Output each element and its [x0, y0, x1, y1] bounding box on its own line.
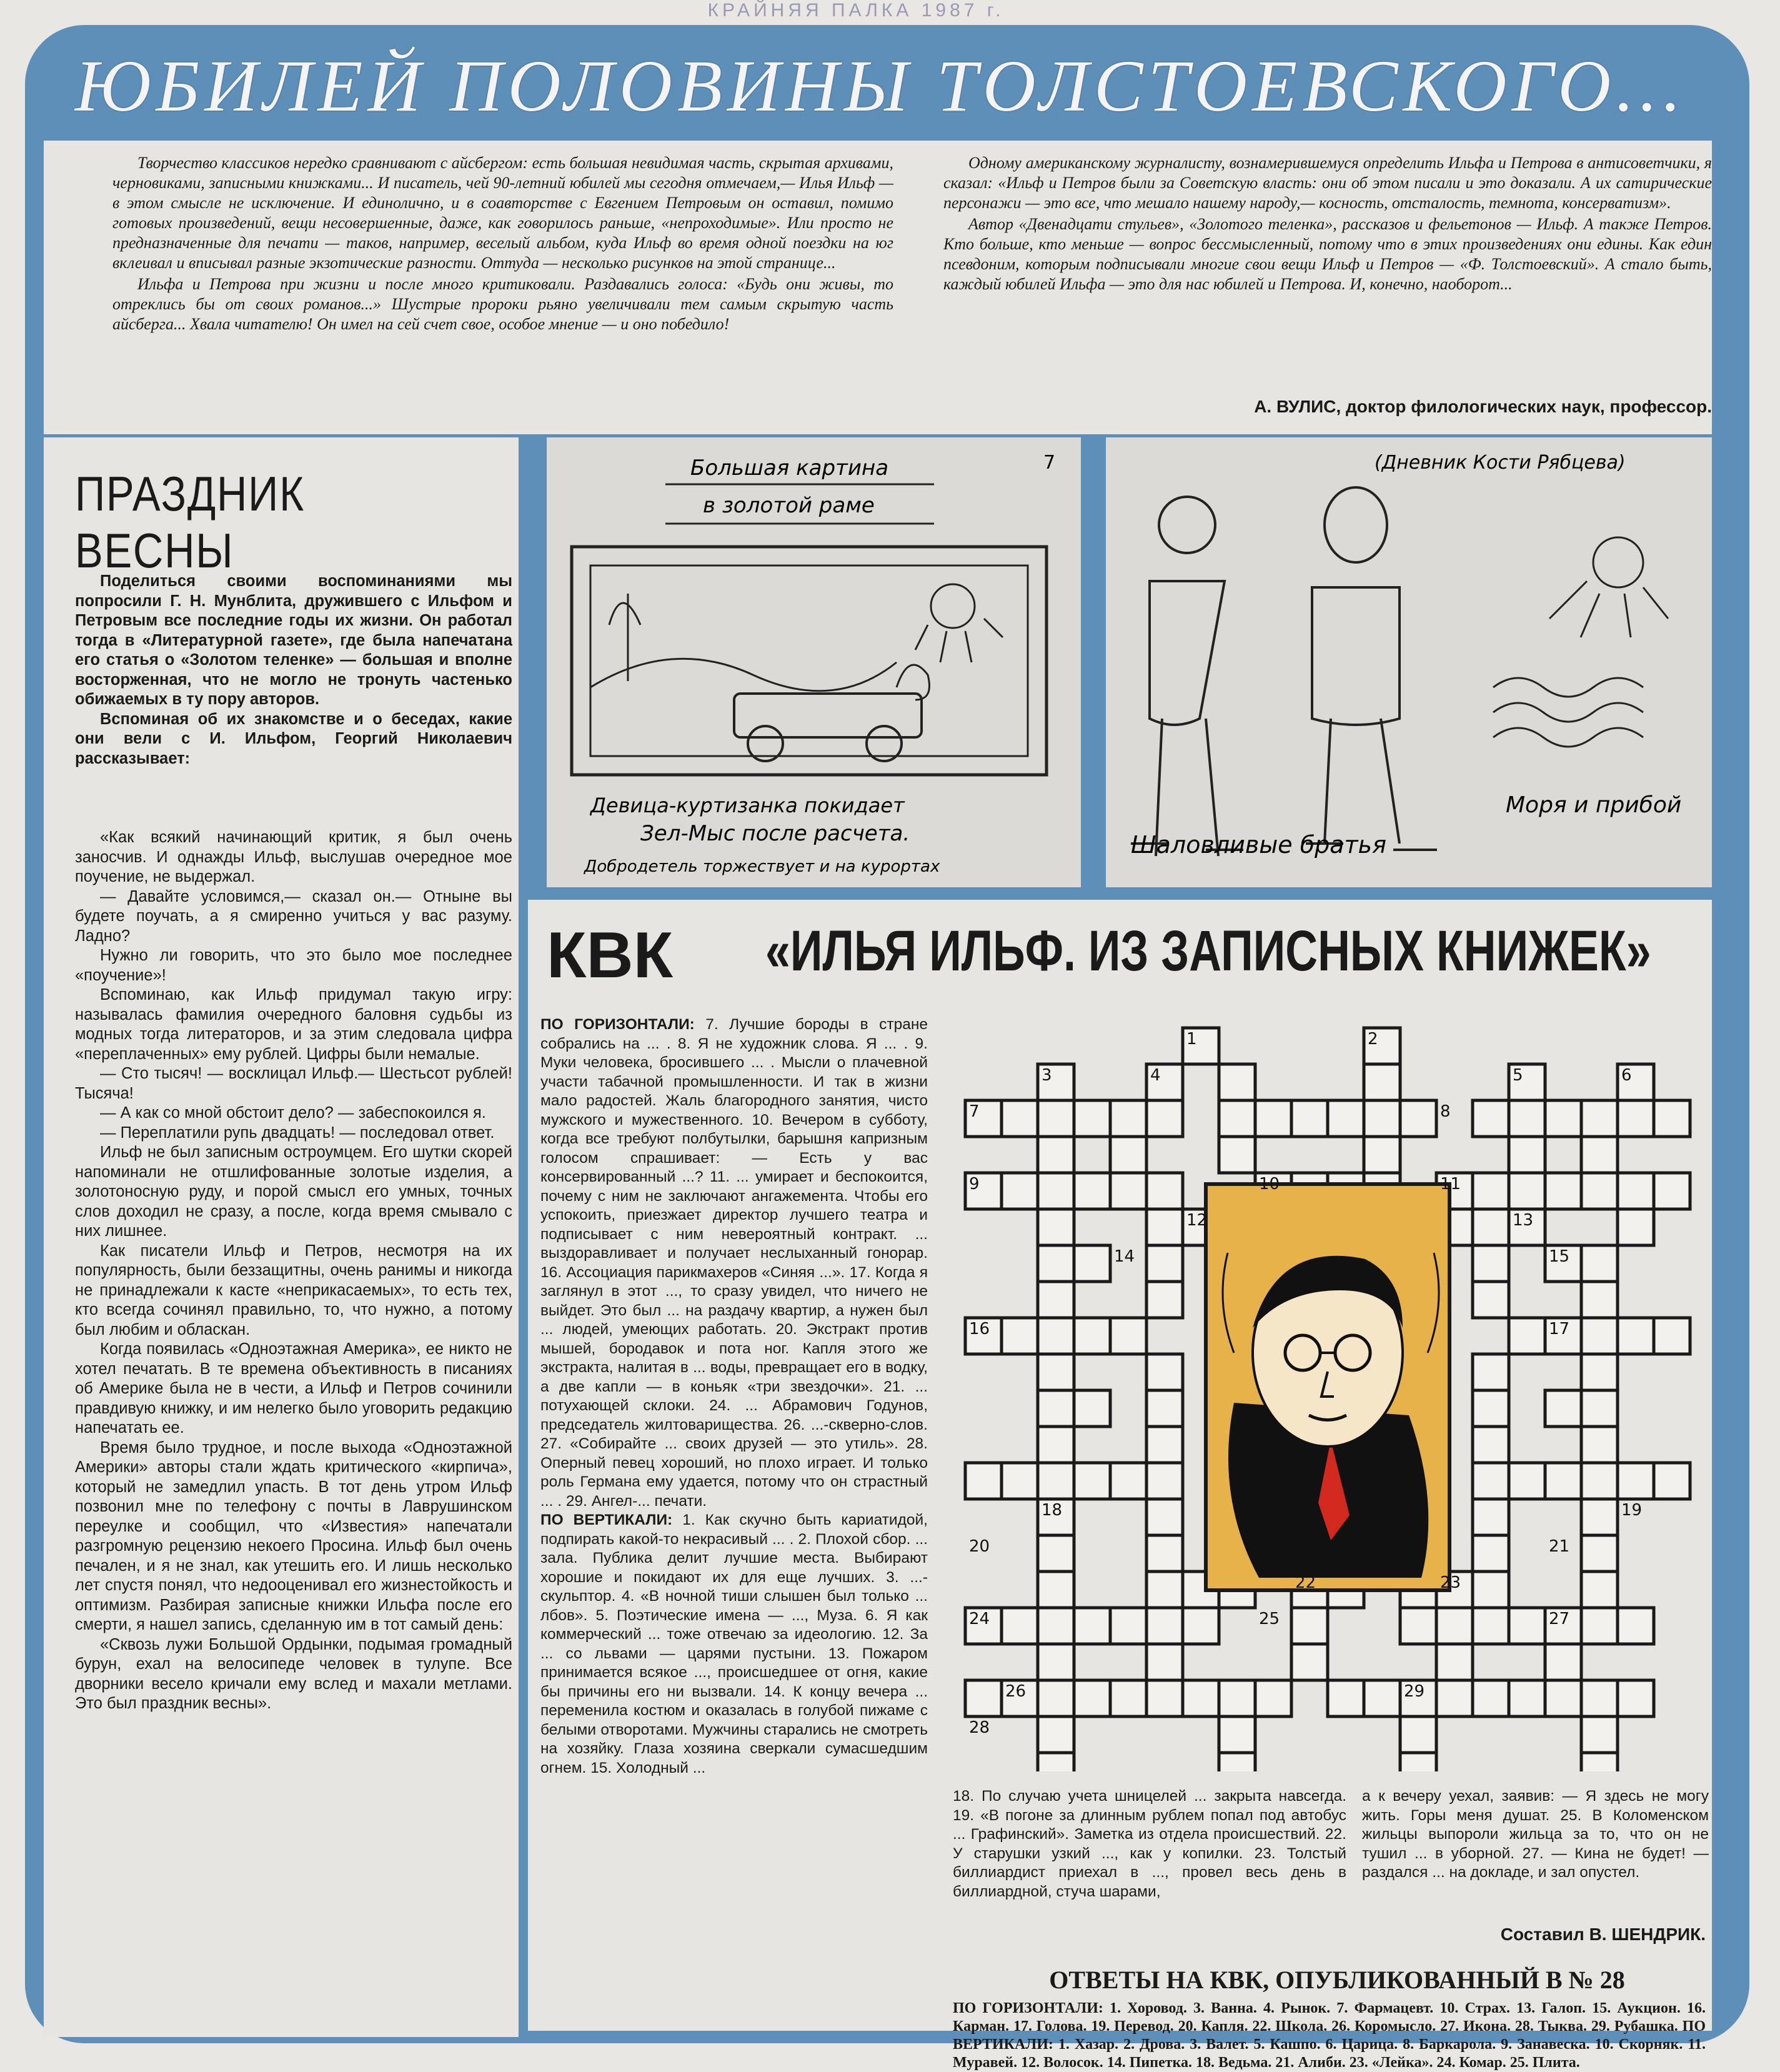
crossword-cell[interactable]	[1654, 1173, 1690, 1209]
crossword-cell[interactable]	[1618, 1680, 1654, 1716]
story-p9: Как писатели Ильф и Петров, несмотря на их популярность, были беззащитны, очень ранимы и никогда не принадлежали к касте «неприкасаемых», то есть тех, кто всегда сочинял правильно, то, что нужно, а потому был любим и обласкан.	[75, 1242, 512, 1338]
crossword-number: 18	[1042, 1501, 1063, 1520]
crossword-cell[interactable]	[1074, 1680, 1110, 1716]
across-label: ПО ГОРИЗОНТАЛИ:	[540, 1016, 695, 1033]
crossword-cell[interactable]	[1146, 1680, 1183, 1716]
crossword-cell[interactable]	[1545, 1644, 1581, 1680]
intro-right-p1: Одному американскому журналисту, вознамерившемуся определить Ильфа и Петрова в антисоветчики, я сказал: «Ильф и Петров были за Советскую власть: они об этом писали и это доказали. А их сатирические персонажи — это все, что мешало нашему народу,— косность, отсталость, темнота, консерватизм».	[943, 154, 1712, 212]
crossword-cell[interactable]	[1110, 1463, 1146, 1499]
crossword-cell[interactable]	[1618, 1608, 1654, 1644]
crossword-cell[interactable]	[1219, 1100, 1255, 1137]
crossword-cell[interactable]	[1219, 1137, 1255, 1173]
crossword-cell[interactable]	[1074, 1390, 1110, 1427]
article-body	[75, 828, 512, 1714]
answers-heading: ОТВЕТЫ НА КВК, ОПУБЛИКОВАННЫЙ В № 28	[1049, 1966, 1625, 1994]
crossword-cell[interactable]	[1364, 1100, 1400, 1137]
crossword-cell[interactable]	[1328, 1100, 1364, 1137]
crossword-cell[interactable]	[1038, 1318, 1074, 1354]
crossword-cell[interactable]	[1581, 1390, 1618, 1427]
crossword-number: 13	[1513, 1211, 1534, 1230]
crossword-cell[interactable]	[1038, 1100, 1074, 1137]
crossword-number: 29	[1404, 1682, 1425, 1701]
crossword-cell[interactable]	[1581, 1716, 1618, 1753]
crossword-cell[interactable]	[1146, 1499, 1183, 1535]
crossword-cell[interactable]	[1509, 1680, 1545, 1716]
crossword-cell[interactable]	[1038, 1571, 1074, 1608]
crossword-cell[interactable]	[1110, 1100, 1146, 1137]
article-heading: ПРАЗДНИК ВЕСНЫ	[75, 466, 305, 578]
down-label: ПО ВЕРТИКАЛИ:	[540, 1512, 673, 1528]
crossword-compiler: Составил В. ШЕНДРИК.	[1500, 1925, 1706, 1944]
answers-down: 1. Хазар. 2. Дрова. 3. Валет. 5. Кашпо. 6. Царица. 8. Баркарола. 9. Занавеска. 10. Скорняк. 11. Муравей. 12. Волосок. 14. Пипетка. 18. Ведьма. 21. Алиби. 23. «Лейка». 24. Комар. 25. Плита.	[953, 2036, 1706, 2071]
cartoon2-caption-left: Шаловливые братья	[1131, 831, 1386, 859]
story-p11: Время было трудное, и после выхода «Одноэтажной Америки» авторы стали ждать критического «кирпича», который не замедлил упасть. В тот день утром Ильф позвонил мне по телефону с почты в Лаврушинском переулке и сообщил, что «Известия» напечатали разгромную рецензию некоего Просина. Ильф был очень печален, и я не знал, как утешить его. И лишь несколько лет спустя понял, что недооценивал его жизнестойкость и оптимизм. Разбирая записные книжки Ильфа после его смерти, я нашел запись, сделанную им в тот самый день:	[75, 1438, 512, 1633]
intro-right-p2: Автор «Двенадцати стульев», «Золотого теленка», рассказов и фельетонов — Ильф. А также Петров. Кто больше, кто меньше — вопрос бессмысленный, потому что в этих произведениях они едины. Как един псевдоним, которым подписывали многие свои вещи Ильф и Петров — «Ф. Толстоевский». А стало быть, каждый юбилей Ильфа — это для нас юбилей и Петрова. И, конечно, наоборот...	[943, 215, 1712, 293]
crossword-cell[interactable]	[1473, 1173, 1509, 1209]
down-clues-continued-2: а к вечеру уехал, заявив: — Я здесь не могу жить. Горы меня душат. 25. В Коломенском жильцы выпороли жильца за то, что он не тушил ... в уборной. 27. — Кина не будет! — раздался ... на докладе, и зал опустел.	[1362, 1788, 1709, 1881]
story-p7: — Переплатили рупь двадцать! — последовал ответ.	[100, 1123, 495, 1142]
crossword-cell[interactable]	[1146, 1390, 1183, 1427]
across-clues: 7. Лучшие бороды в стране собрались на ... . 8. Я не художник слова. Я ... . 9. Муки человека, бросившего ... . Мысли о плачевной участи табачной промышленности. И так в жизни мало радостей. Жаль благородного занятия, чисто мужского и мужественного. 10. Вечером в субботу, когда все требуют полбутылки, барышня капризным голосом спрашивает: — Есть у вас консервированный ...? 11. ... умирает и беспокоится, почему с ним не заключают ангажемента. Чтобы его успокоить, приезжает директор лучшего театра и подписывает с ним невероятный контракт. ... выздоравливает и получает неслыханный гонорар. 16. Ассоциация парикмахеров «Синяя ...». 17. Когда я заглянул в этот ..., то сразу увидел, что ничего не выйдет. Это был ... на раздачу квартир, а нужен был ... людей, умеющих работать. 20. Экстракт против мышей, бородавок и пота ног. Капля этого же экстракта, налитая в ... воды, превращает его в водку, а две капли — в коньяк «три звездочки». 21. ... потухающей склоки. 24. ... Абрамович Годунов, председатель жилтоварищества. 26. ...-скверно-слов. 27. «Собирайте ... своих друзей — это утиль». 28. Оперный певец хороший, но плохо играет. И только роль Германа ему удается, потому что он страстный ... . 29. Ангел-... печати.	[540, 1016, 928, 1510]
story-p3: Нужно ли говорить, что это было мое последнее «поучение»!	[75, 947, 512, 984]
crossword-cell[interactable]	[1219, 1064, 1255, 1100]
crossword-cell[interactable]	[1110, 1680, 1146, 1716]
crossword-cell[interactable]	[1581, 1137, 1618, 1173]
crossword-number: 23	[1440, 1573, 1461, 1592]
crossword-cell[interactable]	[1038, 1608, 1074, 1644]
down-clues-continued-1: 18. По случаю учета шницелей ... закрыта навсегда. 19. «В погоне за длинным рублем попал под автобус ... Графинский». Заметка из отдела происшествий. 22. У старушки узкий ..., как у копилки. 23. Толстый биллиардист приехал в ..., провел весь день в биллиардной, стуча шарами,	[953, 1788, 1346, 1900]
crossword-number: 11	[1440, 1175, 1461, 1193]
cartoon-brothers-drawing	[1106, 437, 1712, 887]
crossword-cell[interactable]	[1002, 1463, 1038, 1499]
answers-text	[953, 2000, 1706, 2072]
story-p8: Ильф не был записным остроумцем. Его шутки скорей напоминали не отшлифованные золотые изделия, а золотоносную руду, и порой смысл его умных, точных слов доходил не сразу, а после, когда время смывало с них лишнее.	[75, 1143, 512, 1240]
crossword-cell[interactable]	[1581, 1608, 1618, 1644]
crossword-cell[interactable]	[965, 1680, 1002, 1716]
crossword-cell[interactable]	[1509, 1318, 1545, 1354]
crossword-cell[interactable]	[1038, 1390, 1074, 1427]
crossword-cell[interactable]	[1074, 1318, 1110, 1354]
crossword-cell[interactable]	[1400, 1100, 1436, 1137]
crossword-cell[interactable]	[1618, 1318, 1654, 1354]
crossword-cell[interactable]	[1400, 1716, 1436, 1753]
crossword-cell[interactable]	[1509, 1463, 1545, 1499]
crossword-number: 15	[1549, 1247, 1570, 1266]
crossword-number: 10	[1259, 1175, 1280, 1193]
crossword-cell[interactable]	[1509, 1137, 1545, 1173]
crossword-number: 1	[1186, 1030, 1197, 1048]
crossword-cell[interactable]	[1581, 1499, 1618, 1535]
crossword-cell[interactable]	[1110, 1318, 1146, 1354]
crossword-number: 20	[969, 1537, 990, 1556]
crossword-number: 19	[1621, 1501, 1643, 1520]
crossword-cell[interactable]	[1364, 1137, 1400, 1173]
crossword-cell[interactable]	[1509, 1100, 1545, 1137]
crossword-cell[interactable]	[1473, 1354, 1509, 1390]
crossword-cell[interactable]	[1473, 1463, 1509, 1499]
crossword-cell[interactable]	[1038, 1753, 1074, 1771]
crossword-cell[interactable]	[1038, 1644, 1074, 1680]
crossword-number: 25	[1259, 1610, 1280, 1628]
crossword-number: 8	[1440, 1102, 1451, 1121]
crossword-cell[interactable]	[1545, 1680, 1581, 1716]
crossword-cell[interactable]	[1002, 1100, 1038, 1137]
crossword-cell[interactable]	[1002, 1173, 1038, 1209]
crossword-cell[interactable]	[1291, 1608, 1328, 1644]
crossword-cell[interactable]	[1618, 1209, 1654, 1245]
crossword-cell[interactable]	[1038, 1245, 1074, 1282]
answers-across: 1. Хоровод. 3. Ванна. 4. Рынок. 7. Фармацевт. 10. Страх. 13. Галоп. 15. Аукцион. 16. Карман. 17. Голова. 19. Перевод. 20. Капля. 22. Школа. 26. Коромысло. 27. Икона. 28. Тыква. 29. Рубашка.	[953, 2000, 1706, 2035]
crossword-number: 16	[969, 1320, 990, 1338]
crossword-cell[interactable]	[1581, 1282, 1618, 1318]
crossword-cell[interactable]	[1618, 1173, 1654, 1209]
crossword-cell[interactable]	[1146, 1427, 1183, 1463]
kvk-clues-text	[540, 1015, 928, 1778]
answers-down-label: ПО ВЕРТИКАЛИ:	[953, 2018, 1706, 2053]
crossword-cell[interactable]	[1581, 1463, 1618, 1499]
crossword-cell[interactable]	[1146, 1571, 1183, 1608]
cartoon1-caption-bottom-2: Зел-Мыс после расчета.	[640, 821, 910, 846]
crossword-cell[interactable]	[1581, 1318, 1618, 1354]
crossword-cell[interactable]	[1581, 1173, 1618, 1209]
cartoon2-caption-right: Моря и прибой	[1506, 792, 1682, 818]
crossword-cell[interactable]	[1074, 1608, 1110, 1644]
intro-block	[44, 141, 1712, 434]
crossword-cell[interactable]	[1400, 1753, 1436, 1771]
crossword-number: 9	[969, 1175, 980, 1193]
crossword-cell[interactable]	[1581, 1427, 1618, 1463]
crossword-cell[interactable]	[1038, 1137, 1074, 1173]
crossword-cell[interactable]	[1473, 1680, 1509, 1716]
kvk-heading-band	[528, 900, 1712, 1003]
crossword-cell[interactable]	[1581, 1354, 1618, 1390]
crossword-cell[interactable]	[1038, 1716, 1074, 1753]
crossword-cell[interactable]	[1146, 1173, 1183, 1209]
crossword-cell[interactable]	[1473, 1427, 1509, 1463]
crossword-cell[interactable]	[1038, 1463, 1074, 1499]
crossword-cell[interactable]	[1146, 1282, 1183, 1318]
story-p10: Когда появилась «Одноэтажная Америка», ее никто не хотел печатать. В те времена объективность в писаниях об Америке была не в чести, а Ильф и Петров сочинили правдивую книжку, и им нелегко было уговорить редакцию напечатать ее.	[75, 1340, 512, 1437]
crossword-number: 24	[969, 1610, 990, 1628]
crossword-cell[interactable]	[1545, 1463, 1581, 1499]
lead-p1: Поделиться своими воспоминаниями мы попросили Г. Н. Мунблита, дружившего с Ильфом и Петровым все последние годы их жизни. Он работал тогда в «Литературной газете», где была напечатана его статья о «Золотом теленке» — большая и вполне восторженная, что не могло не тронуть частенько обижаемых в ту пору авторов.	[75, 572, 512, 708]
crossword-cell[interactable]	[1038, 1535, 1074, 1571]
crossword-cell[interactable]	[1183, 1680, 1219, 1716]
crossword-cell[interactable]	[1038, 1209, 1074, 1245]
cartoon1-caption-top-2: в золотой раме	[703, 493, 875, 518]
crossword-cell[interactable]	[1074, 1463, 1110, 1499]
story-p12: «Сквозь лужи Большой Ордынки, подымая громадный бурун, ехал на велосипеде человек в тулупе. Все дворники весело кричали ему вслед и махали метлами. Это был праздник весны».	[75, 1635, 512, 1712]
answers-across-label: ПО ГОРИЗОНТАЛИ:	[953, 2000, 1103, 2016]
lead-p2: Вспоминая об их знакомстве и о беседах, какие они вели с И. Ильфом, Георгий Николаевич рассказывает:	[75, 710, 512, 767]
crossword-cell[interactable]	[1255, 1100, 1291, 1137]
crossword-cell[interactable]	[1400, 1608, 1436, 1644]
cartoon1-caption-top-1: Большая картина	[690, 456, 889, 481]
crossword-cell[interactable]	[1110, 1137, 1146, 1173]
story-p2: — Давайте условимся,— сказал он.— Отныне вы будете поучать, а я смиренно учиться у вас разуму. Ладно?	[75, 887, 512, 945]
crossword-number: 21	[1549, 1537, 1570, 1556]
crossword-number: 17	[1549, 1320, 1570, 1338]
cartoon1-page-no: 7	[1043, 452, 1056, 474]
crossword-cell[interactable]	[1581, 1753, 1618, 1771]
crossword-cell[interactable]	[1545, 1100, 1581, 1137]
crossword-grid	[953, 1003, 1703, 1771]
crossword-cell[interactable]	[1146, 1209, 1183, 1245]
crossword-cell[interactable]	[1473, 1209, 1509, 1245]
crossword-cell[interactable]	[1146, 1100, 1183, 1137]
crossword-cell[interactable]	[1473, 1390, 1509, 1427]
intro-right-column	[943, 153, 1712, 296]
crossword-cell[interactable]	[1581, 1100, 1618, 1137]
crossword-cell[interactable]	[1509, 1608, 1545, 1644]
crossword-cell[interactable]	[1038, 1282, 1074, 1318]
crossword-number: 26	[1005, 1682, 1027, 1701]
crossword-cell[interactable]	[1146, 1463, 1183, 1499]
crossword-cell[interactable]	[1473, 1282, 1509, 1318]
crossword-cell[interactable]	[1219, 1753, 1255, 1771]
page-title: ЮБИЛЕЙ ПОЛОВИНЫ ТОЛСТОЕВСКОГО...	[75, 45, 1686, 127]
cartoon2-caption-top: (Дневник Кости Рябцева)	[1375, 452, 1626, 474]
crossword-cell[interactable]	[1473, 1571, 1509, 1608]
crossword-area	[940, 1003, 1712, 2071]
crossword-cell[interactable]	[1038, 1427, 1074, 1463]
crossword-cell[interactable]	[965, 1463, 1002, 1499]
crossword-cell[interactable]	[1002, 1318, 1038, 1354]
crossword-cell[interactable]	[1328, 1680, 1364, 1716]
crossword-cell[interactable]	[1219, 1716, 1255, 1753]
cartoon1-caption-bottom-3: Добродетель торжествует и на курортах	[584, 857, 940, 876]
intro-left-column	[112, 153, 893, 336]
article-lead	[75, 572, 512, 769]
intro-left-p1: Творчество классиков нередко сравнивают с айсбергом: есть большая невидимая часть, скрытая архивами, черновиками, записными книжками... И писатель, чей 90-летний юбилей мы сегодня отмечаем,— Илья Ильф — в этом смысле не исключение. И единолично, и в соавторстве с Евгением Петровым он оставил, помимо готовых произведений, вещи несовершенные, даже, как говорилось раньше, «непроходимые». Или просто не предназначенные для печати — таков, например, веселый альбом, куда Ильф во время одной поездки на юг вклеивал и вписывал разные экзотические разности. Оттуда — несколько рисунков на этой странице...	[112, 154, 893, 272]
crossword-number: 4	[1150, 1066, 1161, 1085]
crossword-number: 27	[1549, 1610, 1570, 1628]
crossword-cell[interactable]	[1473, 1100, 1509, 1137]
crossword-cell[interactable]	[1364, 1680, 1400, 1716]
crossword-cell[interactable]	[1219, 1680, 1255, 1716]
story-p1: «Как всякий начинающий критик, я был очень заносчив. И однажды Ильф, выслушав очередное мое поучение, не выдержал.	[75, 829, 512, 885]
crossword-cell[interactable]	[1581, 1680, 1618, 1716]
crossword-cell[interactable]	[1545, 1173, 1581, 1209]
crossword-cell[interactable]	[1473, 1535, 1509, 1571]
crossword-number: 5	[1513, 1066, 1523, 1085]
crossword-cell[interactable]	[1038, 1173, 1074, 1209]
faded-masthead: КРАЙНЯЯ ПАЛКА 1987 г.	[707, 0, 1005, 21]
crossword-cell[interactable]	[1002, 1608, 1038, 1644]
crossword-cell[interactable]	[1110, 1173, 1146, 1209]
crossword-cell[interactable]	[1038, 1354, 1074, 1390]
crossword-cell[interactable]	[1618, 1463, 1654, 1499]
crossword-cell[interactable]	[1291, 1100, 1328, 1137]
story-p6: — А как со мной обстоит дело? — забеспокоился я.	[100, 1104, 486, 1122]
crossword-number: 14	[1114, 1247, 1135, 1266]
crossword-cell[interactable]	[1146, 1644, 1183, 1680]
cartoon-big-picture	[547, 437, 1081, 887]
crossword-cell[interactable]	[1110, 1608, 1146, 1644]
crossword-cell[interactable]	[1364, 1064, 1400, 1100]
kvk-clues-column	[528, 1003, 940, 2031]
crossword-cell[interactable]	[1581, 1535, 1618, 1571]
kvk-subtitle: «ИЛЬЯ ИЛЬФ. ИЗ ЗАПИСНЫХ КНИЖЕК»	[765, 919, 1651, 983]
crossword-cell[interactable]	[1291, 1644, 1328, 1680]
crossword-number: 12	[1186, 1211, 1208, 1230]
crossword-cell[interactable]	[1074, 1173, 1110, 1209]
story-p5: — Сто тысяч! — восклицал Ильф.— Шестьсот рублей! Тысяча!	[75, 1065, 512, 1102]
crossword-cell[interactable]	[1255, 1680, 1291, 1716]
crossword-number: 2	[1368, 1030, 1378, 1048]
cartoon-brothers	[1106, 437, 1712, 887]
crossword-cell[interactable]	[1473, 1499, 1509, 1535]
crossword-cell[interactable]	[1618, 1100, 1654, 1137]
crossword-cell[interactable]	[1436, 1680, 1473, 1716]
crossword-number: 22	[1295, 1573, 1316, 1592]
cartoon1-caption-bottom-1: Девица-куртизанка покидает	[590, 794, 905, 817]
crossword-cell[interactable]	[1146, 1608, 1183, 1644]
crossword-cell[interactable]	[1654, 1463, 1690, 1499]
kvk-heading: КВК	[547, 919, 674, 992]
crossword-number: 6	[1621, 1066, 1632, 1085]
crossword-number: 28	[969, 1718, 990, 1737]
crossword-number: 7	[969, 1102, 980, 1121]
crossword-cell[interactable]	[1545, 1390, 1581, 1427]
crossword-cell[interactable]	[1074, 1100, 1110, 1137]
crossword-cell[interactable]	[1654, 1318, 1690, 1354]
crossword-cell[interactable]	[1436, 1608, 1473, 1644]
crossword-cell[interactable]	[1183, 1608, 1219, 1644]
crossword-cell[interactable]	[1146, 1354, 1183, 1390]
intro-left-p2: Ильфа и Петрова при жизни и после много критиковали. Раздавались голоса: «Будь они живы, то отреклись бы от своих романов...» Шустрые пророки рьяно увеличивали тем самым скрытую часть айсберга... Хвала читателю! Он имел на сей счет свое, особое мнение — и оно победило!	[112, 275, 893, 333]
intro-signature: А. ВУЛИС, доктор филологических наук, профессор.	[1254, 397, 1712, 416]
crossword-cell[interactable]	[1473, 1608, 1509, 1644]
left-column	[44, 437, 519, 2037]
crossword-cell[interactable]	[1473, 1245, 1509, 1282]
crossword-cell[interactable]	[1654, 1100, 1690, 1137]
crossword-cell[interactable]	[1581, 1571, 1618, 1608]
crossword-cell[interactable]	[1436, 1644, 1473, 1680]
crossword-cell[interactable]	[1509, 1173, 1545, 1209]
crossword-cell[interactable]	[1038, 1680, 1074, 1716]
crossword-cell[interactable]	[1581, 1245, 1618, 1282]
down-clues: 1. Как скучно быть кариатидой, подпирать какой-то некрасивый ... . 2. Плохой сбор. ... зала. Публика делит лучшие места. Выбирают хорошие и покидают их для еще лучших. 3. ...-скульптор. 4. «В ночной тиши слышен был только ... лбов». 5. Поэтические имена — ..., Муза. 6. Я как коммерческий ... тоже отвечаю за идеологию. 12. За ... со львами — царями пустыни. 13. Пожаром принимается всякое ..., происшедшее от огня, какие бы причины его ни вызвали. 14. К концу вечера ... переменила костюм и оказалась в голубой пижаме с белыми отворотами. Мужчины старались не смотреть на хозяйку. Глаза хозяина сверкали сумасшедшим огнем. 15. Холодный ...	[540, 1512, 928, 1776]
cartoon-car-drawing	[547, 437, 1081, 887]
crossword-cell[interactable]	[1074, 1245, 1110, 1282]
crossword-cell[interactable]	[1146, 1245, 1183, 1282]
story-p4: Вспоминаю, как Ильф придумал такую игру: называлась фамилия очередного баловня судьбы из модных тогда литераторов, и за этим следовала цифра «переплаченных» ему рублей. Цифры были немалые.	[75, 986, 512, 1063]
crossword-cell[interactable]	[1146, 1535, 1183, 1571]
crossword-number: 3	[1042, 1066, 1052, 1085]
